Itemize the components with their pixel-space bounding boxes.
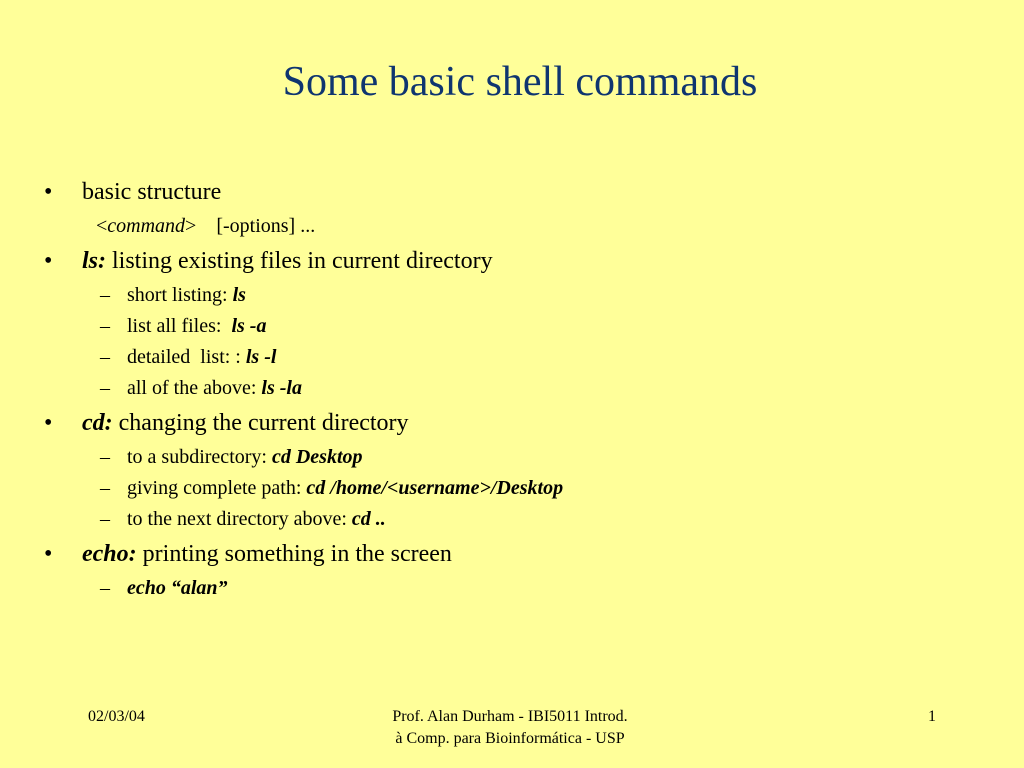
bullet-list [44,170,984,606]
sub-item-text: list all files: [127,315,232,337]
bullet-dot-icon: • [44,410,53,436]
bullet-dot-icon: • [44,541,53,567]
footer-date: 02/03/04 [88,708,145,725]
bullet-text: basic structure [82,179,222,205]
sub-item-subdirectory [44,444,984,470]
command-keyword: echo: [82,541,137,567]
sub-item-command: cd Desktop [271,446,363,468]
dash-icon: – [100,377,110,399]
sub-item-all-above [44,375,984,401]
sub-item-text: giving complete path: [127,477,307,499]
bullet-dot-icon: • [44,248,53,274]
sub-item-command: ls -a [231,315,267,337]
sub-item-short-listing [44,282,984,308]
syntax-options: [-options] ... [216,215,316,237]
syntax-open: < [96,215,108,237]
slide-title: Some basic shell commands [282,59,758,105]
dash-icon: – [100,477,110,499]
bullet-text: printing something in the screen [136,541,452,567]
command-syntax [44,213,984,239]
bullet-item-echo [44,538,984,570]
sub-item-text: all of the above: [127,377,262,399]
bullet-item-ls [44,245,984,277]
dash-icon: – [100,577,110,599]
sub-item-detailed-list [44,344,984,370]
sub-item-text: short listing: [127,284,233,306]
footer-author [330,706,690,750]
sub-item-complete-path [44,475,984,501]
dash-icon: – [100,284,110,306]
footer-author-line1: Prof. Alan Durham - IBI5011 Introd. [392,708,628,725]
sub-item-text: to the next directory above: [127,508,352,530]
sub-item-echo-example [44,575,984,601]
dash-icon: – [100,446,110,468]
sub-item-command: cd /home/<username>/Desktop [306,477,564,499]
sub-item-command: ls -l [245,346,277,368]
sub-item-command: ls [232,284,246,306]
command-keyword: ls: [82,248,106,274]
sub-item-text: detailed list: : [127,346,246,368]
syntax-command: command [107,215,186,237]
bullet-item-basic-structure [44,176,984,208]
command-keyword: cd: [82,410,113,436]
sub-item-directory-above [44,506,984,532]
footer-author-line2: à Comp. para Bioinformática - USP [395,730,625,747]
sub-item-list-all [44,313,984,339]
bullet-dot-icon: • [44,179,53,205]
dash-icon: – [100,346,110,368]
dash-icon: – [100,508,110,530]
sub-item-command: cd .. [351,508,386,530]
bullet-text: listing existing files in current directory [106,248,493,274]
sub-item-command: echo “alan” [127,577,228,599]
sub-item-command: ls -la [261,377,302,399]
bullet-item-cd [44,407,984,439]
dash-icon: – [100,315,110,337]
sub-item-text: to a subdirectory: [127,446,272,468]
bullet-text: changing the current directory [112,410,409,436]
page-number: 1 [928,708,936,725]
syntax-close: > [185,215,197,237]
